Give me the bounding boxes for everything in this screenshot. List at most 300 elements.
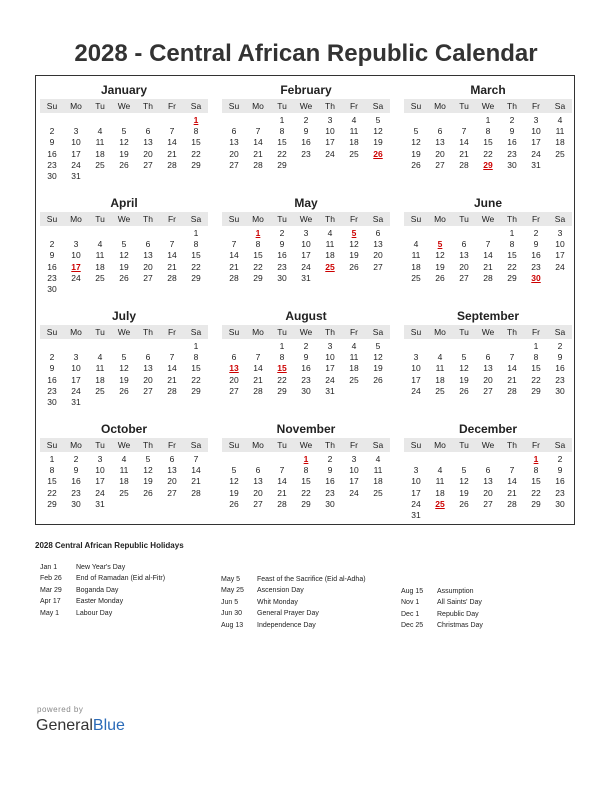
weekday-label: Th (143, 440, 153, 450)
day: 12 (349, 239, 359, 250)
day: 6 (145, 239, 151, 250)
day: 9 (303, 352, 309, 363)
day: 9 (533, 239, 539, 250)
day: 20 (143, 374, 153, 385)
weekday-label: We (299, 101, 313, 111)
day: 11 (325, 239, 335, 250)
day: 14 (167, 137, 177, 148)
day: 23 (71, 487, 81, 498)
day: 21 (167, 148, 177, 159)
day: 22 (507, 261, 517, 272)
day: 26 (349, 261, 359, 272)
day: 5 (121, 126, 127, 137)
day: 27 (229, 385, 239, 396)
weekday-label: Sa (372, 101, 384, 111)
day: 28 (507, 498, 517, 509)
holiday-name: New Year's Day (76, 564, 126, 571)
day: 3 (351, 454, 357, 464)
day: 12 (435, 250, 445, 261)
day: 8 (255, 239, 261, 250)
day: 23 (47, 159, 57, 170)
weekday-label: We (117, 101, 131, 111)
holiday-date: Jan 1 (40, 564, 58, 571)
day: 14 (253, 137, 263, 148)
month-name: September (456, 309, 520, 323)
holiday-name: Easter Monday (76, 598, 124, 606)
day: 3 (73, 239, 79, 250)
weekday-label: Mo (70, 214, 82, 224)
day: 22 (531, 487, 541, 498)
weekday-label: Fr (167, 440, 177, 450)
day: 23 (277, 261, 287, 272)
day: 29 (277, 385, 287, 396)
holiday-day: 1 (193, 115, 199, 125)
day: 9 (73, 465, 79, 476)
weekday-label: We (481, 214, 495, 224)
weekday-label: Mo (434, 327, 446, 337)
day: 31 (95, 498, 105, 509)
day: 17 (71, 374, 81, 385)
weekday-label: Th (143, 327, 153, 337)
day: 20 (167, 476, 177, 487)
day: 19 (119, 261, 129, 272)
weekday-label: Sa (554, 214, 566, 224)
weekday-label: Th (143, 214, 153, 224)
day: 5 (461, 352, 467, 363)
weekday-label: Su (410, 214, 422, 224)
weekday-label: Su (46, 214, 58, 224)
month-name: October (100, 422, 147, 436)
holiday-date: Jun 5 (221, 598, 239, 606)
day: 15 (483, 137, 493, 148)
day: 30 (47, 397, 57, 407)
day: 20 (229, 148, 239, 159)
day: 8 (485, 126, 491, 137)
day: 27 (143, 159, 153, 170)
day: 14 (483, 250, 493, 261)
day: 11 (349, 126, 359, 137)
day: 20 (483, 374, 493, 385)
month-name: December (458, 422, 518, 436)
day: 1 (279, 341, 285, 351)
month-name: March (470, 83, 506, 97)
day: 25 (349, 374, 359, 385)
weekday-label: We (481, 327, 495, 337)
day: 14 (191, 465, 201, 476)
day: 11 (373, 465, 383, 476)
month-name: January (100, 83, 148, 97)
day: 8 (279, 126, 285, 137)
holiday-name: End of Ramadan (Eid al-Fitr) (76, 575, 166, 583)
day: 13 (483, 363, 493, 374)
day: 6 (231, 126, 237, 137)
weekday-label: Tu (277, 101, 287, 111)
weekday-label: Sa (190, 327, 202, 337)
day: 3 (557, 228, 563, 238)
day: 16 (71, 476, 81, 487)
day: 30 (507, 159, 517, 170)
day: 26 (143, 487, 153, 498)
weekday-label: Sa (554, 101, 566, 111)
day: 30 (47, 284, 57, 294)
month-name: July (111, 309, 136, 323)
weekday-label: We (117, 440, 131, 450)
month-august (218, 302, 394, 412)
day: 11 (119, 465, 129, 476)
month-april (36, 189, 212, 299)
day: 31 (71, 397, 81, 407)
day: 2 (557, 341, 563, 351)
day: 29 (507, 272, 517, 283)
day: 1 (49, 454, 55, 464)
day: 30 (277, 272, 287, 283)
day: 27 (143, 385, 153, 396)
day: 3 (327, 115, 333, 125)
day: 13 (435, 137, 445, 148)
day: 22 (277, 374, 287, 385)
day: 13 (143, 137, 153, 148)
day: 28 (167, 385, 177, 396)
day: 11 (95, 250, 105, 261)
day: 31 (411, 510, 421, 520)
day: 12 (119, 250, 129, 261)
day: 17 (325, 363, 335, 374)
day: 25 (435, 385, 445, 396)
day: 26 (373, 374, 383, 385)
day: 9 (557, 465, 563, 476)
day: 13 (253, 476, 263, 487)
day: 6 (169, 454, 175, 464)
day: 11 (435, 363, 445, 374)
day: 11 (411, 250, 421, 261)
weekday-label: Sa (372, 440, 384, 450)
weekday-label: Tu (459, 440, 469, 450)
day: 27 (167, 487, 177, 498)
day: 10 (301, 239, 311, 250)
day: 7 (169, 352, 175, 363)
day: 19 (119, 374, 129, 385)
weekday-label: We (299, 440, 313, 450)
day: 24 (531, 148, 541, 159)
day: 12 (459, 476, 469, 487)
day: 7 (461, 126, 467, 137)
day: 24 (71, 159, 81, 170)
day: 23 (507, 148, 517, 159)
day: 4 (327, 228, 333, 238)
weekday-label: Fr (531, 440, 541, 450)
day: 2 (303, 115, 309, 125)
day: 8 (509, 239, 515, 250)
day: 19 (229, 487, 239, 498)
day: 14 (459, 137, 469, 148)
day: 1 (193, 341, 199, 351)
day: 2 (557, 454, 563, 464)
day: 4 (97, 239, 103, 250)
day: 21 (167, 261, 177, 272)
month-november (218, 415, 394, 525)
day: 25 (373, 487, 383, 498)
day: 23 (47, 272, 57, 283)
holiday-name: General Prayer Day (257, 610, 319, 618)
holiday-date: Mar 29 (40, 586, 62, 594)
day: 25 (411, 272, 421, 283)
day: 22 (191, 148, 201, 159)
month-name: February (280, 83, 332, 97)
day: 28 (167, 272, 177, 283)
weekday-label: Su (410, 101, 422, 111)
day: 29 (191, 159, 201, 170)
day: 24 (71, 272, 81, 283)
day: 17 (411, 374, 421, 385)
holiday-name: All Saints' Day (437, 599, 482, 607)
day: 10 (71, 137, 81, 148)
day: 5 (231, 465, 237, 476)
day: 11 (435, 476, 445, 487)
day: 20 (373, 250, 383, 261)
weekday-label: Fr (167, 214, 177, 224)
day: 4 (97, 352, 103, 363)
day: 8 (193, 126, 199, 137)
day: 25 (349, 148, 359, 159)
weekday-label: Mo (70, 327, 82, 337)
day: 19 (459, 487, 469, 498)
day: 13 (459, 250, 469, 261)
weekday-label: Tu (95, 327, 105, 337)
day: 12 (119, 363, 129, 374)
day: 2 (533, 228, 539, 238)
weekday-label: Th (507, 327, 517, 337)
day: 6 (145, 352, 151, 363)
day: 11 (349, 352, 359, 363)
weekday-label: Mo (434, 440, 446, 450)
day: 7 (509, 352, 515, 363)
day: 25 (555, 148, 565, 159)
day: 6 (461, 239, 467, 250)
day: 2 (303, 341, 309, 351)
day: 6 (375, 228, 381, 238)
day: 19 (459, 374, 469, 385)
day: 18 (373, 476, 383, 487)
day: 6 (437, 126, 443, 137)
powered-by-label: powered by (37, 705, 84, 714)
day: 4 (437, 465, 443, 476)
day: 13 (143, 250, 153, 261)
day: 16 (47, 261, 57, 272)
generalblue-logo[interactable] (36, 717, 125, 735)
day: 1 (533, 341, 539, 351)
day: 15 (277, 137, 287, 148)
day: 22 (47, 487, 57, 498)
weekday-label: Sa (554, 440, 566, 450)
holiday-date: May 1 (40, 609, 60, 617)
month-name: August (285, 309, 327, 323)
day: 6 (485, 465, 491, 476)
day: 27 (483, 385, 493, 396)
day: 15 (301, 476, 311, 487)
weekday-label: Tu (95, 101, 105, 111)
day: 15 (191, 363, 201, 374)
holiday-day: 29 (483, 159, 493, 170)
day: 16 (47, 374, 57, 385)
weekday-label: Sa (190, 214, 202, 224)
day: 10 (95, 465, 105, 476)
day: 1 (509, 228, 515, 238)
day: 7 (255, 352, 261, 363)
day: 28 (167, 159, 177, 170)
weekday-label: Mo (252, 440, 264, 450)
day: 21 (229, 261, 239, 272)
day: 4 (557, 115, 563, 125)
day: 22 (191, 374, 201, 385)
day: 14 (253, 363, 263, 374)
weekday-label: Su (228, 214, 240, 224)
day: 30 (301, 385, 311, 396)
day: 20 (143, 261, 153, 272)
day: 30 (555, 498, 565, 509)
holiday-name: Whit Monday (257, 598, 298, 606)
day: 22 (301, 487, 311, 498)
day: 18 (95, 148, 105, 159)
day: 18 (411, 261, 421, 272)
day: 19 (435, 261, 445, 272)
day: 10 (71, 250, 81, 261)
day: 13 (483, 476, 493, 487)
weekday-label: Tu (277, 440, 287, 450)
weekday-label: Th (507, 440, 517, 450)
day: 18 (435, 374, 445, 385)
holiday-name: Labour Day (76, 609, 113, 617)
day: 9 (303, 126, 309, 137)
day: 3 (413, 465, 419, 476)
day: 8 (533, 465, 539, 476)
holiday-date: Apr 17 (40, 598, 61, 606)
day: 19 (119, 148, 129, 159)
holiday-day: 5 (351, 228, 357, 238)
day: 19 (411, 148, 421, 159)
holiday-name: Boganda Day (76, 586, 119, 594)
day: 23 (301, 374, 311, 385)
weekday-label: Su (228, 101, 240, 111)
day: 7 (485, 239, 491, 250)
weekday-label: Th (325, 327, 335, 337)
day: 7 (255, 126, 261, 137)
day: 24 (555, 261, 565, 272)
weekday-label: Su (46, 101, 58, 111)
day: 23 (325, 487, 335, 498)
day: 15 (253, 250, 263, 261)
day: 17 (555, 250, 565, 261)
day: 20 (483, 487, 493, 498)
day: 1 (485, 115, 491, 125)
day: 24 (325, 148, 335, 159)
day: 29 (191, 272, 201, 283)
holiday-date: May 25 (221, 587, 244, 595)
weekday-label: We (117, 214, 131, 224)
day: 23 (555, 374, 565, 385)
day: 25 (95, 272, 105, 283)
weekday-label: Fr (167, 327, 177, 337)
day: 27 (253, 498, 263, 509)
holiday-date: Feb 26 (40, 575, 62, 583)
day: 16 (277, 250, 287, 261)
day: 28 (483, 272, 493, 283)
day: 25 (119, 487, 129, 498)
day: 9 (557, 352, 563, 363)
day: 22 (253, 261, 263, 272)
day: 19 (349, 250, 359, 261)
day: 28 (191, 487, 201, 498)
day: 10 (325, 126, 335, 137)
day: 14 (167, 250, 177, 261)
day: 26 (119, 272, 129, 283)
day: 10 (349, 465, 359, 476)
weekday-label: Tu (459, 214, 469, 224)
day: 29 (191, 385, 201, 396)
day: 21 (483, 261, 493, 272)
weekday-label: Th (325, 214, 335, 224)
day: 28 (253, 385, 263, 396)
day: 10 (71, 363, 81, 374)
day: 3 (327, 341, 333, 351)
day: 22 (483, 148, 493, 159)
holiday-name: Feast of the Sacrifice (Eid al-Adha) (257, 576, 366, 583)
day: 29 (531, 498, 541, 509)
day: 14 (507, 476, 517, 487)
month-name: May (294, 196, 318, 210)
day: 15 (191, 137, 201, 148)
day: 12 (229, 476, 239, 487)
day: 3 (73, 352, 79, 363)
weekday-label: We (299, 327, 313, 337)
day: 15 (191, 250, 201, 261)
day: 16 (301, 137, 311, 148)
weekday-label: We (299, 214, 313, 224)
day: 8 (303, 465, 309, 476)
day: 5 (413, 126, 419, 137)
day: 21 (253, 148, 263, 159)
day: 29 (531, 385, 541, 396)
holiday-date: Aug 15 (401, 588, 424, 595)
day: 4 (121, 454, 127, 464)
month-name: April (110, 196, 138, 210)
day: 27 (483, 498, 493, 509)
day: 8 (193, 352, 199, 363)
day: 2 (49, 239, 55, 250)
weekday-label: Fr (349, 101, 359, 111)
holiday-day: 1 (533, 454, 539, 464)
month-may (218, 189, 394, 299)
month-name: November (276, 422, 336, 436)
day: 1 (279, 115, 285, 125)
day: 16 (555, 363, 565, 374)
day: 6 (255, 465, 261, 476)
day: 17 (71, 148, 81, 159)
weekday-label: Fr (531, 327, 541, 337)
weekday-label: Tu (95, 440, 105, 450)
day: 27 (143, 272, 153, 283)
month-january (36, 76, 212, 186)
weekday-label: Fr (349, 440, 359, 450)
weekday-label: Su (228, 327, 240, 337)
weekday-label: Su (228, 440, 240, 450)
holiday-date: Dec 25 (401, 622, 424, 630)
day: 9 (279, 239, 285, 250)
day: 26 (229, 498, 239, 509)
holiday-day: 13 (229, 363, 239, 374)
holiday-day: 15 (277, 363, 287, 374)
holiday-date: Nov 1 (401, 599, 420, 607)
weekday-label: Tu (95, 214, 105, 224)
